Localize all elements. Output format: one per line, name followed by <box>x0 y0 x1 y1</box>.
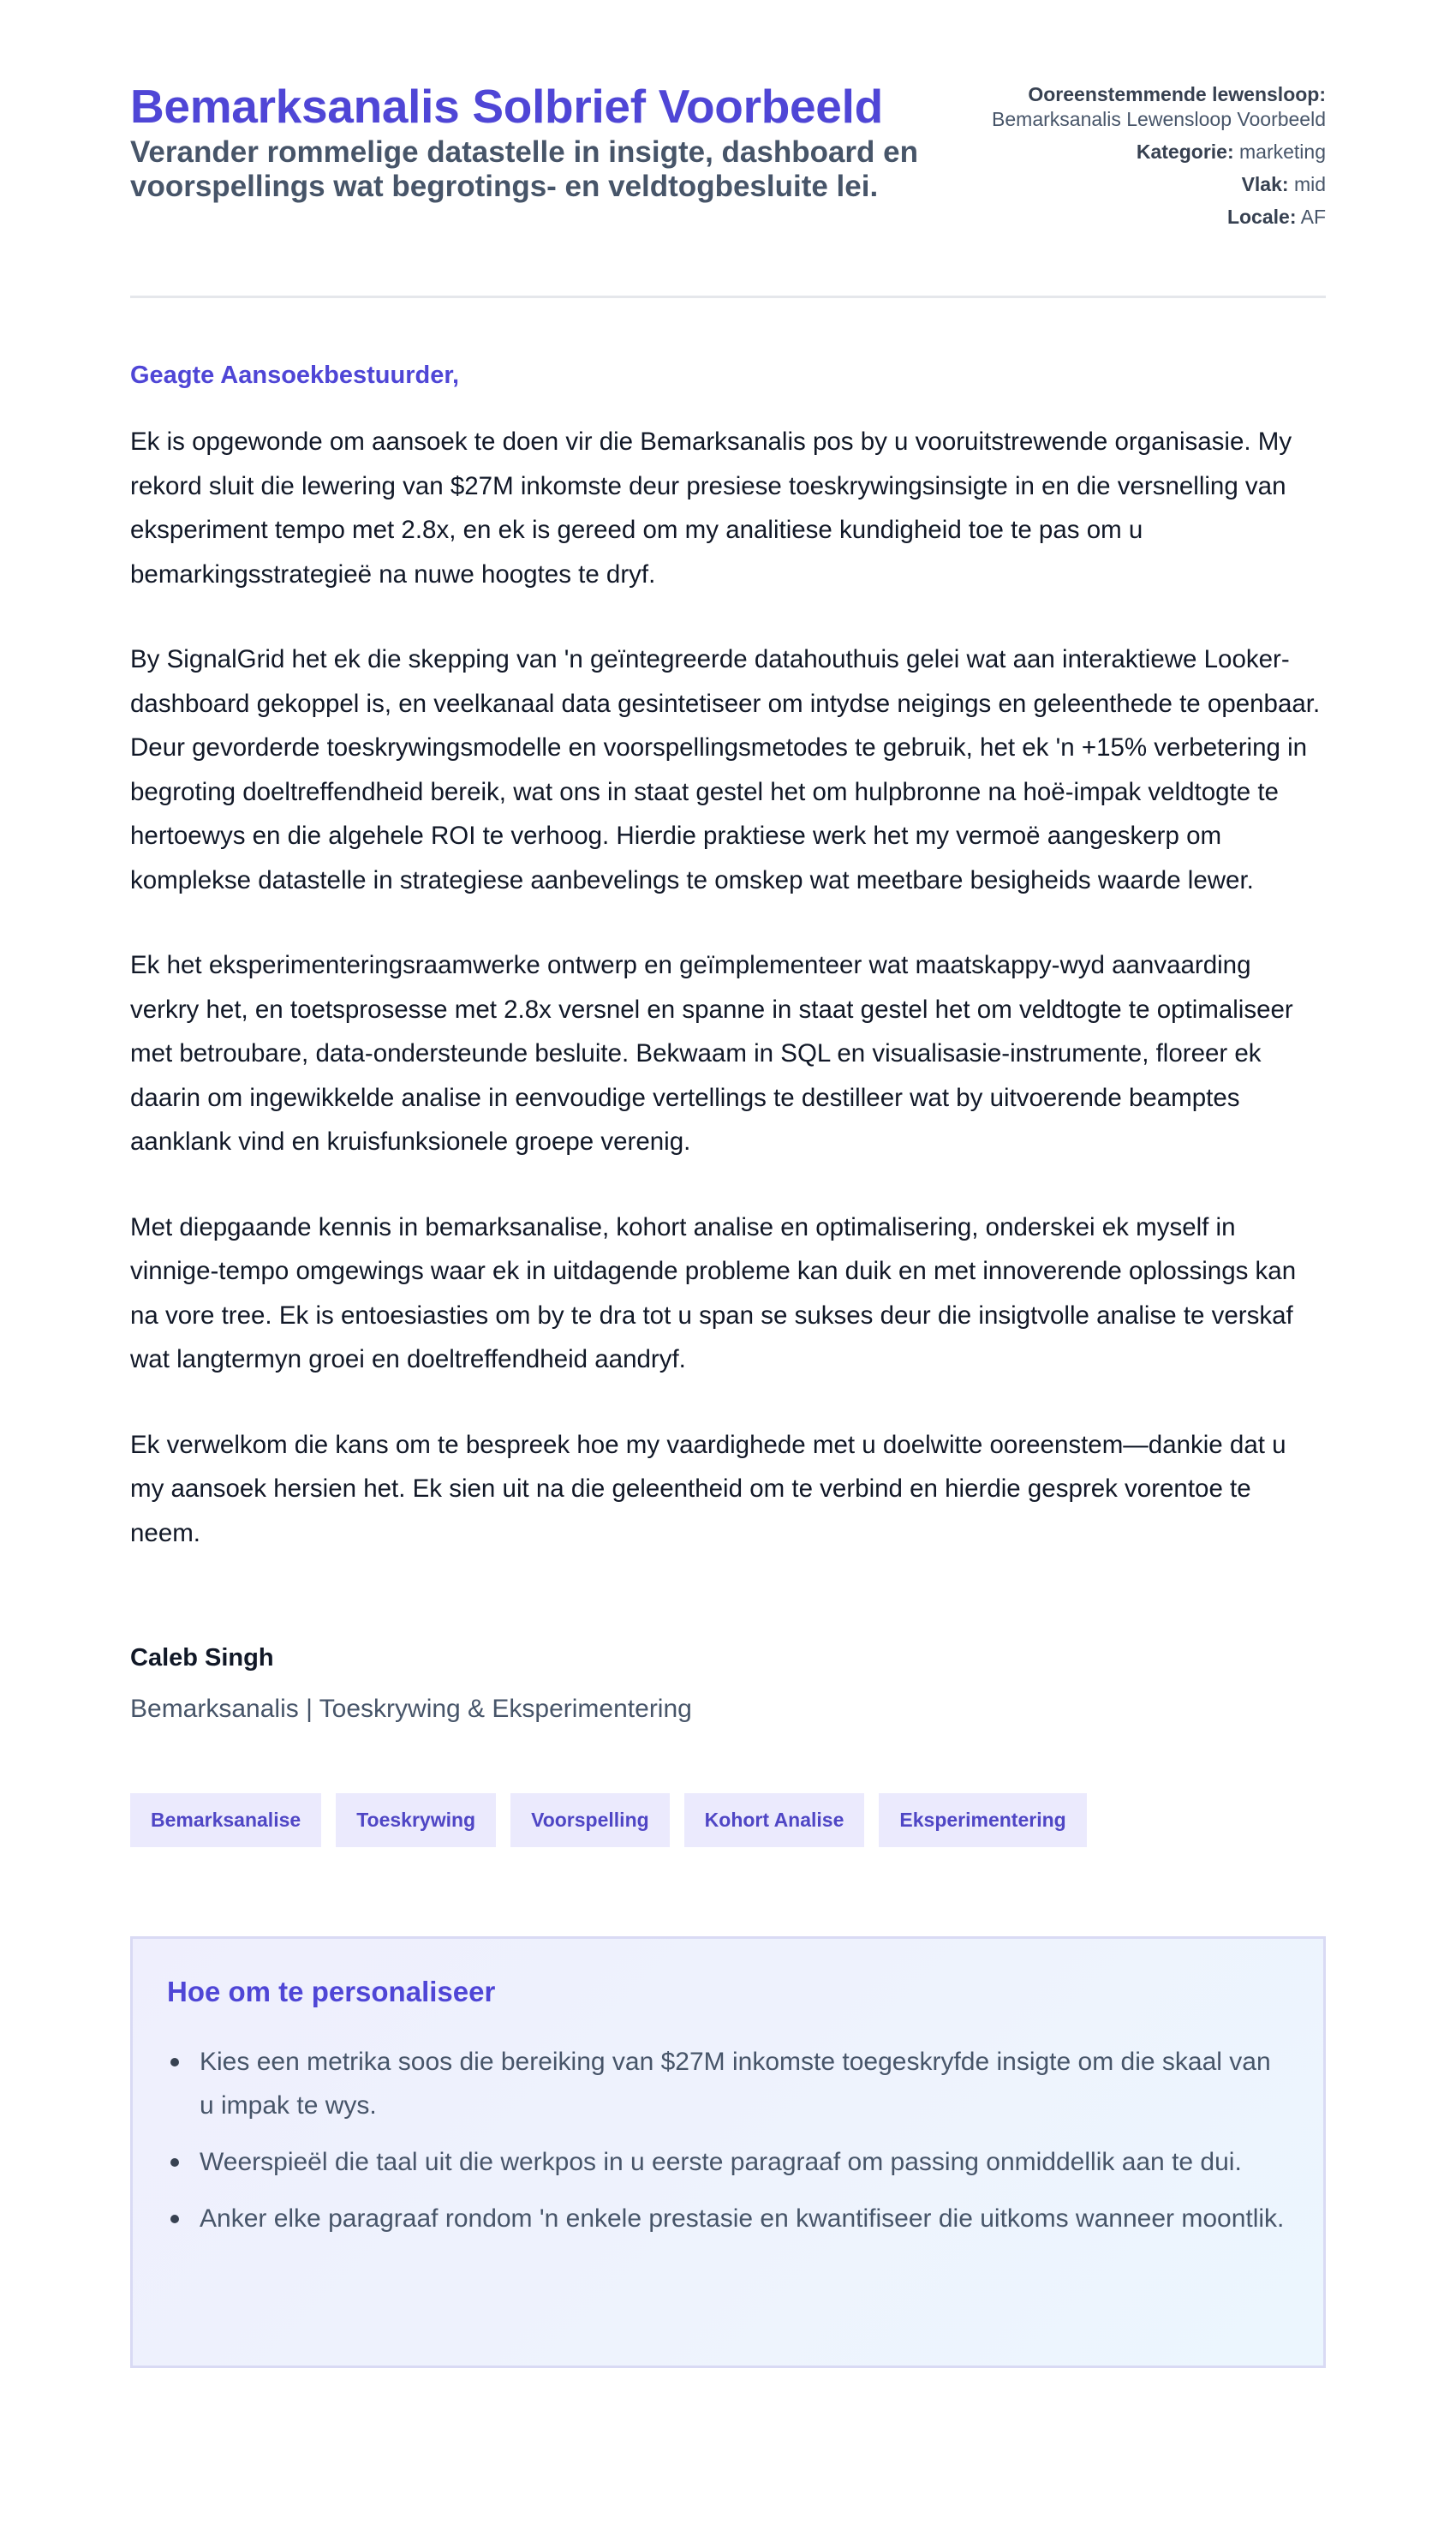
meta-level-value: mid <box>1293 173 1326 195</box>
meta-category <box>983 140 1326 164</box>
salutation: Geagte Aansoekbestuurder, <box>130 362 460 389</box>
page-subtitle: Verander rommelige datastelle in insigte, dashboard en voorspellings wat begrotings- en veldtogbesluite lei. <box>130 135 918 203</box>
tips-list-item <box>167 2040 1289 2127</box>
meta-category-label: Kategorie: <box>1136 141 1234 163</box>
skill-tag: Kohort Analise <box>684 1793 865 1847</box>
personalization-tips-box <box>130 1936 1326 2368</box>
letter-paragraph: Ek is opgewonde om aansoek te doen vir die Bemarksanalis pos by u vooruitstrewende organisasie. My rekord sluit die lewering van $27M inkomste deur presiese toeskrywingsinsigte in en die versnelling van eksperiment tempo met 2.8x, en ek is gereed om my analitiese kundigheid toe te pas om u bemarkingsstrategieë na nuwe hoogtes te dryf. <box>130 428 1292 589</box>
meta-lifecycle <box>983 82 1326 132</box>
tips-item-text: Weerspieël die taal uit die werkpos in u eerste paragraaf om passing onmiddellik aan te dui. <box>200 2148 1242 2176</box>
skill-tag: Toeskrywing <box>336 1793 496 1847</box>
tips-list <box>167 2040 1289 2240</box>
skill-tags <box>130 1793 1326 1847</box>
tips-list-item <box>167 2140 1289 2184</box>
bullet-icon <box>170 2215 179 2223</box>
skill-tag: Bemarksanalise <box>130 1793 321 1847</box>
letter-paragraph: Ek verwelkom die kans om te bespreek hoe my vaardighede met u doelwitte ooreenstem—dankie dat u my aansoek hersien het. Ek sien uit na die geleentheid om te verbind en hierdie gesprek vorentoe te neem. <box>130 1430 1286 1547</box>
cover-letter-page <box>130 0 1326 2368</box>
bullet-icon <box>170 2058 179 2066</box>
tips-title: Hoe om te personaliseer <box>167 1976 496 2007</box>
letter-body <box>130 358 1326 1555</box>
meta-level-label: Vlak: <box>1241 173 1289 195</box>
bullet-icon <box>170 2158 179 2167</box>
meta-lifecycle-link[interactable]: Bemarksanalis Lewensloop Voorbeeld <box>992 108 1326 130</box>
tips-item-text: Kies een metrika soos die bereiking van $27M inkomste toegeskryfde insigte om die skaal van u impak te wys. <box>200 2048 1271 2120</box>
meta-level <box>983 172 1326 197</box>
meta-locale <box>983 205 1326 230</box>
tips-item-text: Anker elke paragraaf rondom 'n enkele prestasie en kwantifiseer die uitkoms wanneer moontlik. <box>200 2204 1285 2233</box>
letter-paragraph: By SignalGrid het ek die skepping van 'n geïntegreerde datahouthuis gelei wat aan interaktiewe Looker-dashboard gekoppel is, en veelkanaal data gesintetiseer om intydse neigings en geleenthede te openbaar. Deur gevorderde toeskrywingsmodelle en voorspellingsmetodes te gebruik, het ek 'n +15% verbetering in begroting doeltreffendheid bereik, wat ons in staat gestel het om hulpbronne na hoë-impak veldtogte te hertoewys en die algehele ROI te verhoog. Hierdie praktiese werk het my vermoë aangeskerp om komplekse datastelle in strategiese aanbevelings te omskep wat meetbare besigheids waarde lewer. <box>130 645 1321 894</box>
header-title-block <box>130 79 952 204</box>
meta-lifecycle-label: Ooreenstemmende lewensloop: <box>1028 83 1326 105</box>
meta-category-value: marketing <box>1239 141 1326 163</box>
letter-paragraph: Ek het eksperimenteringsraamwerke ontwerp en geïmplementeer wat maatskappy-wyd aanvaarding verkry het, en toetsprosesse met 2.8x versnel en spanne in staat gestel het om veldtogte te optimaliseer met betroubare, data-ondersteunde besluite. Bekwaam in SQL en visualisasie-instrumente, floreer ek daarin om ingewikkelde analise in eenvoudige vertellings te destilleer wat by uitvoerende beamptes aanklank vind en kruisfunksionele groepe verenig. <box>130 951 1293 1156</box>
skill-tag: Voorspelling <box>510 1793 670 1847</box>
page-header <box>130 79 1326 298</box>
meta-locale-value: AF <box>1300 206 1326 228</box>
page-title: Bemarksanalis Solbrief Voorbeeld <box>130 80 883 133</box>
skill-tag: Eksperimentering <box>879 1793 1086 1847</box>
signature-name: Caleb Singh <box>130 1644 274 1672</box>
signature-block <box>130 1641 1326 1726</box>
signature-title: Bemarksanalis | Toeskrywing & Eksperimentering <box>130 1695 692 1723</box>
meta-panel <box>983 79 1326 237</box>
letter-paragraph: Met diepgaande kennis in bemarksanalise, kohort analise en optimalisering, onderskei ek myself in vinnige-tempo omgewings waar ek in uitdagende probleme kan duik en met innoverende oplossings kan na vore tree. Ek is entoesiasties om by te dra tot u span se sukses deur die insigtvolle analise te verskaf wat langtermyn groei en doeltreffendheid aandryf. <box>130 1212 1297 1373</box>
meta-locale-label: Locale: <box>1226 206 1297 228</box>
tips-list-item <box>167 2197 1289 2240</box>
